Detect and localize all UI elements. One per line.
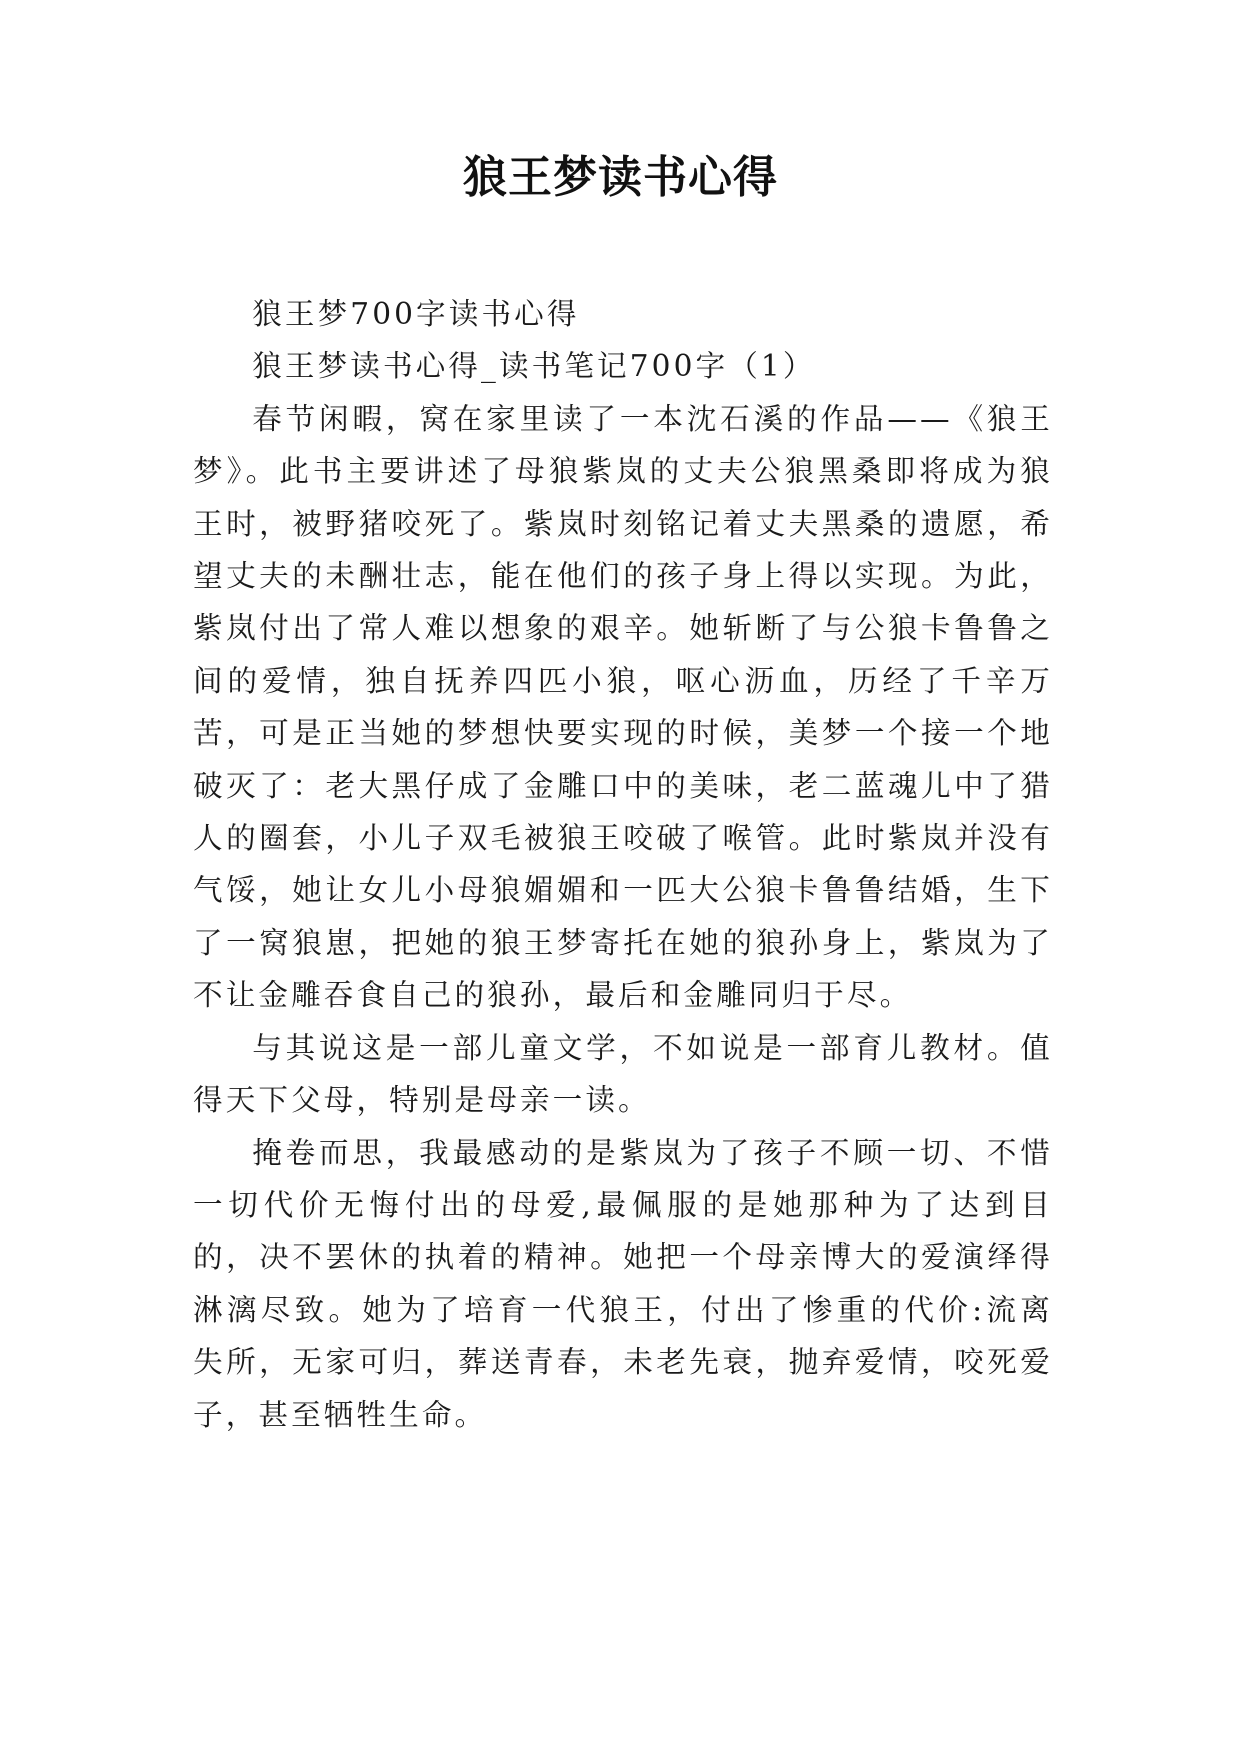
section-heading: 狼王梦读书心得_读书笔记700字（1）: [252, 349, 816, 384]
subtitle-line: 狼王梦700字读书心得: [252, 297, 580, 331]
document-body: [193, 288, 1053, 1441]
body-paragraph: 掩卷而思，我最感动的是紫岚为了孩子不顾一切、不惜一切代价无悔付出的母爱,最佩服的是她那种为了达到目的，决不罢休的执着的精神。她把一个母亲博大的爱演绎得淋漓尽致。她为了培育一代狼王，付出了惨重的代价:流离失所，无家可归，葬送青春，未老先衰，抛弃爱情，咬死爱子，甚至牺牲生命。: [193, 1135, 1053, 1432]
document-title: 狼王梦读书心得: [463, 152, 778, 203]
body-paragraph: 春节闲暇，窝在家里读了一本沈石溪的作品——《狼王梦》。此书主要讲述了母狼紫岚的丈夫公狼黑桑即将成为狼王时，被野猪咬死了。紫岚时刻铭记着丈夫黑桑的遗愿，希望丈夫的未酬壮志，能在他们的孩子身上得以实现。为此，紫岚付出了常人难以想象的艰辛。她斩断了与公狼卡鲁鲁之间的爱情，独自抚养四匹小狼，呕心沥血，历经了千辛万苦，可是正当她的梦想快要实现的时候，美梦一个接一个地破灭了：老大黑仔成了金雕口中的美味，老二蓝魂儿中了猎人的圈套，小儿子双毛被狼王咬破了喉管。此时紫岚并没有气馁，她让女儿小母狼媚媚和一匹大公狼卡鲁鲁结婚，生下了一窝狼崽，把她的狼王梦寄托在她的狼孙身上，紫岚为了不让金雕吞食自己的狼孙，最后和金雕同归于尽。: [193, 401, 1053, 1013]
body-paragraph: 与其说这是一部儿童文学，不如说是一部育儿教材。值得天下父母，特别是母亲一读。: [193, 1030, 1053, 1118]
